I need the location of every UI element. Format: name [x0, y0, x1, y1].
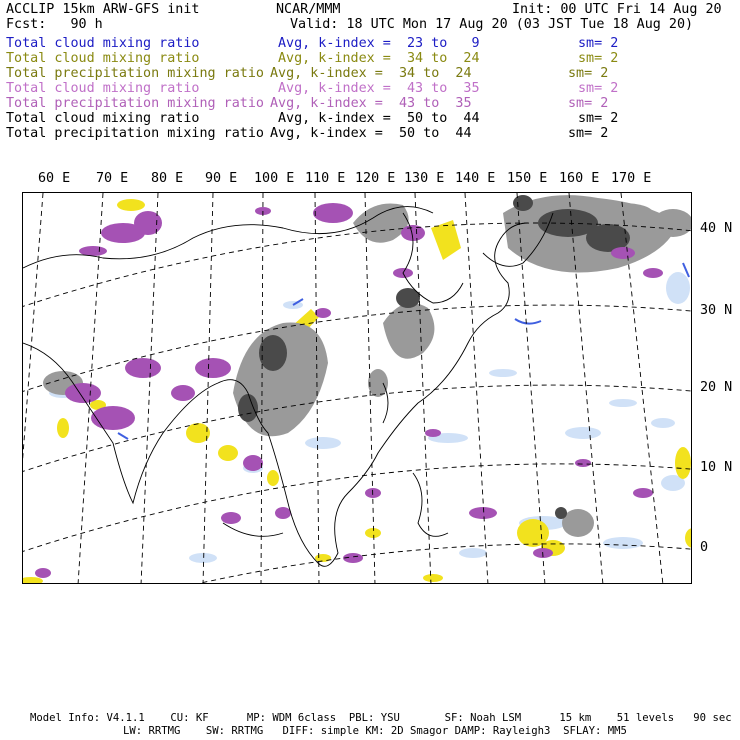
legend-name-5: Total precipitation mixing ratio [6, 96, 264, 111]
lon-label-60e: 60 E [38, 171, 71, 186]
legend-sm-2: sm= 2 [578, 51, 619, 66]
lon-label-120e: 120 E [355, 171, 396, 186]
legend-avg-3: Avg, k-index = 34 to 24 [270, 66, 472, 81]
legend-sm-6: sm= 2 [578, 111, 619, 126]
legend-avg-1: Avg, k-index = 23 to 9 [278, 36, 480, 51]
forecast-hour: Fcst: 90 h [6, 17, 103, 32]
lon-label-100e: 100 E [254, 171, 295, 186]
lat-label-20n: 20 N [700, 380, 733, 395]
footer-model-info: Model Info: V4.1.1 CU: KF MP: WDM 6class PBL: YSU SF: Noah LSM 15 km 51 levels 90 sec [30, 712, 732, 724]
lat-label-40n: 40 N [700, 221, 733, 236]
valid-time: Valid: 18 UTC Mon 17 Aug 20 (03 JST Tue 18 Aug 20) [290, 17, 694, 32]
legend-avg-4: Avg, k-index = 43 to 35 [278, 81, 480, 96]
lon-label-80e: 80 E [151, 171, 184, 186]
legend-avg-6: Avg, k-index = 50 to 44 [278, 111, 480, 126]
init-time: Init: 00 UTC Fri 14 Aug 20 [512, 2, 722, 17]
legend-name-3: Total precipitation mixing ratio [6, 66, 264, 81]
map-svg [23, 193, 692, 584]
legend-sm-7: sm= 2 [568, 126, 609, 141]
legend-name-4: Total cloud mixing ratio [6, 81, 200, 96]
legend-sm-5: sm= 2 [568, 96, 609, 111]
lon-label-170e: 170 E [611, 171, 652, 186]
legend-name-7: Total precipitation mixing ratio [6, 126, 264, 141]
lat-label-10n: 10 N [700, 460, 733, 475]
lon-label-90e: 90 E [205, 171, 238, 186]
legend-sm-1: sm= 2 [578, 36, 619, 51]
legend-avg-7: Avg, k-index = 50 to 44 [270, 126, 472, 141]
lat-label-0: 0 [700, 540, 709, 555]
legend-sm-4: sm= 2 [578, 81, 619, 96]
legend-avg-2: Avg, k-index = 34 to 24 [278, 51, 480, 66]
model-title: ACCLIP 15km ARW-GFS init [6, 2, 200, 17]
footer-physics-info: LW: RRTMG SW: RRTMG DIFF: simple KM: 2D Smagor DAMP: Rayleigh3 SFLAY: MM5 [123, 725, 627, 737]
light-blue-cloud-field [49, 272, 690, 563]
legend-avg-5: Avg, k-index = 43 to 35 [270, 96, 472, 111]
map-panel [22, 192, 692, 584]
legend-name-2: Total cloud mixing ratio [6, 51, 200, 66]
legend-name-1: Total cloud mixing ratio [6, 36, 200, 51]
lon-label-160e: 160 E [559, 171, 600, 186]
lon-label-70e: 70 E [96, 171, 129, 186]
center-label: NCAR/MMM [276, 2, 341, 17]
lon-label-110e: 110 E [305, 171, 346, 186]
lon-label-140e: 140 E [455, 171, 496, 186]
legend-sm-3: sm= 2 [568, 66, 609, 81]
lon-label-130e: 130 E [404, 171, 445, 186]
lon-label-150e: 150 E [507, 171, 548, 186]
lat-label-30n: 30 N [700, 303, 733, 318]
legend-name-6: Total cloud mixing ratio [6, 111, 200, 126]
